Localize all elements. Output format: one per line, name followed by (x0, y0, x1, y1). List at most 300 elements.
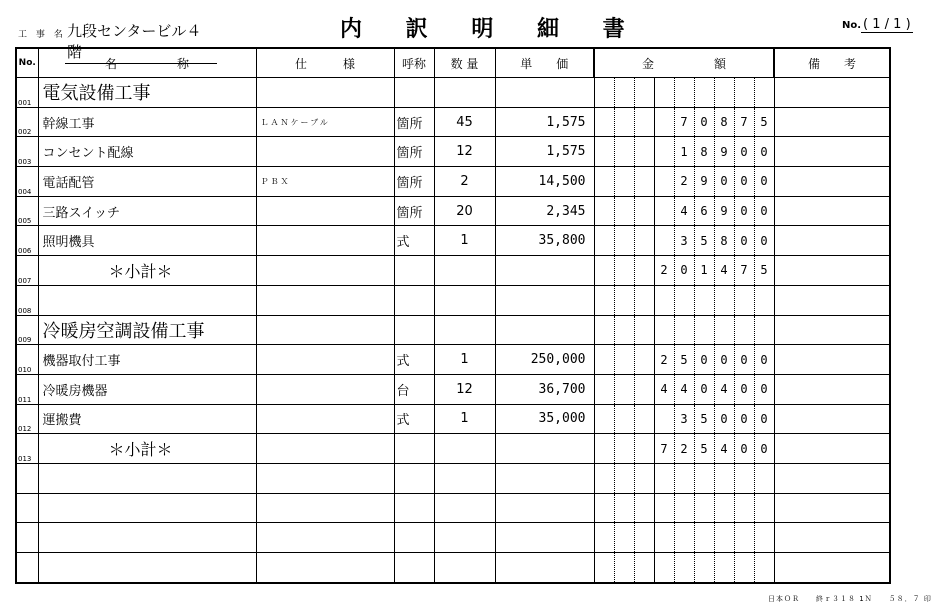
amount-digit (654, 226, 674, 256)
amount-digit: 5 (694, 226, 714, 256)
row-number: 012 (16, 404, 38, 434)
form-footer: 日本ＯＲ 終ｒ３１８ 1Ｎ ５８．７ 印 (768, 595, 932, 603)
item-quantity (434, 553, 495, 583)
amount-digit: 8 (694, 137, 714, 167)
amount-digit (634, 285, 654, 315)
amount-digit (594, 167, 614, 197)
amount-digit: 7 (734, 107, 754, 137)
amount-digit (594, 256, 614, 286)
item-spec (256, 256, 394, 286)
amount-digit: 0 (734, 345, 754, 375)
amount-digit: 0 (754, 167, 774, 197)
amount-digit (634, 78, 654, 108)
amount-digit (634, 345, 654, 375)
table-row (16, 345, 890, 375)
amount-digit (714, 493, 734, 523)
table-row (16, 78, 890, 108)
item-unit-price: 36,700 (495, 374, 594, 404)
table-row (16, 404, 890, 434)
amount-digit (734, 493, 754, 523)
item-note (774, 285, 890, 315)
row-number (16, 553, 38, 583)
table-row (16, 137, 890, 167)
item-unit: 式 (394, 404, 434, 434)
item-unit-price (495, 434, 594, 464)
item-unit: 箇所 (394, 167, 434, 197)
item-spec (256, 434, 394, 464)
amount-digit (754, 285, 774, 315)
item-note (774, 523, 890, 553)
item-spec (256, 553, 394, 583)
col-header-amount: 金 額 (594, 48, 774, 78)
amount-digit (754, 315, 774, 345)
amount-digit (614, 434, 634, 464)
amount-digit (634, 137, 654, 167)
amount-digit (634, 107, 654, 137)
amount-digit: 0 (754, 196, 774, 226)
row-number: 010 (16, 345, 38, 375)
amount-digit: 0 (694, 374, 714, 404)
amount-digit (634, 523, 654, 553)
table-row (16, 553, 890, 583)
item-unit-price (495, 463, 594, 493)
amount-digit (674, 78, 694, 108)
amount-digit (634, 404, 654, 434)
amount-digit: 0 (694, 345, 714, 375)
amount-digit: 1 (694, 256, 714, 286)
amount-digit (614, 345, 634, 375)
col-header-name: 名 称 (38, 48, 256, 78)
amount-digit: 0 (754, 226, 774, 256)
table-row (16, 374, 890, 404)
item-name: 冷暖房機器 (38, 374, 256, 404)
row-number: 002 (16, 107, 38, 137)
col-header-qty: 数 量 (434, 48, 495, 78)
amount-digit (654, 523, 674, 553)
amount-digit (674, 315, 694, 345)
item-unit (394, 315, 434, 345)
amount-digit (714, 285, 734, 315)
row-number: 011 (16, 374, 38, 404)
amount-digit (614, 463, 634, 493)
amount-digit: 7 (734, 256, 754, 286)
amount-digit: 4 (674, 196, 694, 226)
amount-digit (654, 167, 674, 197)
item-spec (256, 404, 394, 434)
item-spec (256, 226, 394, 256)
amount-digit (694, 523, 714, 553)
row-number: 005 (16, 196, 38, 226)
amount-digit (614, 553, 634, 583)
item-note (774, 404, 890, 434)
item-unit: 箇所 (394, 196, 434, 226)
item-quantity (434, 463, 495, 493)
itemized-statement-table (15, 47, 891, 584)
amount-digit (614, 107, 634, 137)
amount-digit (654, 493, 674, 523)
amount-digit: 0 (734, 167, 754, 197)
amount-digit (594, 434, 614, 464)
item-quantity (434, 315, 495, 345)
amount-digit (614, 285, 634, 315)
col-header-note: 備 考 (774, 48, 890, 78)
amount-digit (594, 404, 614, 434)
table-row (16, 523, 890, 553)
table-row (16, 107, 890, 137)
item-spec (256, 285, 394, 315)
amount-digit (594, 493, 614, 523)
amount-digit (754, 553, 774, 583)
amount-digit (734, 463, 754, 493)
item-note (774, 107, 890, 137)
amount-digit (594, 78, 614, 108)
amount-digit: 5 (754, 107, 774, 137)
item-name (38, 523, 256, 553)
amount-digit: 4 (654, 374, 674, 404)
item-spec: ＰＢＸ (256, 167, 394, 197)
amount-digit (634, 196, 654, 226)
amount-digit (694, 315, 714, 345)
amount-digit (654, 285, 674, 315)
amount-digit: 0 (734, 137, 754, 167)
amount-digit (734, 523, 754, 553)
item-name (38, 285, 256, 315)
row-number: 004 (16, 167, 38, 197)
item-unit-price: 1,575 (495, 137, 594, 167)
item-name: 三路スイッチ (38, 196, 256, 226)
project-name: 九段センタービル４階 (65, 20, 217, 64)
amount-digit (734, 315, 754, 345)
amount-digit (754, 463, 774, 493)
page-number (842, 17, 913, 32)
item-note (774, 374, 890, 404)
amount-digit: 0 (754, 434, 774, 464)
item-name: 機器取付工事 (38, 345, 256, 375)
amount-digit: 0 (714, 345, 734, 375)
amount-digit (634, 553, 654, 583)
amount-digit (654, 137, 674, 167)
item-unit (394, 285, 434, 315)
amount-digit (754, 493, 774, 523)
item-unit (394, 256, 434, 286)
amount-digit (674, 493, 694, 523)
amount-digit (594, 553, 614, 583)
row-number: 013 (16, 434, 38, 464)
item-name: ＊小計＊ (38, 256, 256, 286)
amount-digit (694, 493, 714, 523)
item-spec: ＬＡＮケーブル (256, 107, 394, 137)
amount-digit: 0 (674, 256, 694, 286)
amount-digit (654, 404, 674, 434)
amount-digit: 5 (694, 404, 714, 434)
amount-digit (654, 315, 674, 345)
item-quantity: 45 (434, 107, 495, 137)
amount-digit: 4 (714, 256, 734, 286)
item-note (774, 137, 890, 167)
item-spec (256, 315, 394, 345)
amount-digit (674, 463, 694, 493)
amount-digit: 0 (734, 434, 754, 464)
table-row (16, 463, 890, 493)
item-name: 照明機具 (38, 226, 256, 256)
item-unit (394, 78, 434, 108)
item-unit-price (495, 315, 594, 345)
amount-digit (714, 315, 734, 345)
amount-digit: 2 (654, 256, 674, 286)
item-note (774, 196, 890, 226)
amount-digit (594, 226, 614, 256)
item-unit (394, 463, 434, 493)
amount-digit: 5 (694, 434, 714, 464)
item-name (38, 463, 256, 493)
table-row (16, 315, 890, 345)
item-name: 冷暖房空調設備工事 (38, 315, 256, 345)
item-unit-price: 35,800 (495, 226, 594, 256)
item-quantity: 2 (434, 167, 495, 197)
amount-digit (614, 493, 634, 523)
col-header-no: No. (16, 48, 38, 78)
table-header-row (16, 48, 890, 78)
amount-digit: 0 (714, 167, 734, 197)
amount-digit (634, 374, 654, 404)
item-unit-price: 35,000 (495, 404, 594, 434)
amount-digit: 2 (674, 434, 694, 464)
row-number (16, 463, 38, 493)
amount-digit: 4 (674, 374, 694, 404)
document-header (0, 0, 933, 61)
amount-digit (674, 523, 694, 553)
amount-digit: 2 (674, 167, 694, 197)
amount-digit (734, 285, 754, 315)
amount-digit (754, 78, 774, 108)
item-name (38, 553, 256, 583)
item-unit (394, 553, 434, 583)
page-number-label: No. (842, 20, 862, 31)
row-number: 007 (16, 256, 38, 286)
amount-digit (634, 167, 654, 197)
amount-digit (654, 78, 674, 108)
item-unit (394, 434, 434, 464)
amount-digit: 9 (714, 137, 734, 167)
amount-digit (614, 315, 634, 345)
item-quantity: 12 (434, 137, 495, 167)
table-row (16, 493, 890, 523)
amount-digit: 0 (754, 404, 774, 434)
amount-digit (694, 285, 714, 315)
amount-digit (714, 463, 734, 493)
item-note (774, 434, 890, 464)
item-quantity (434, 493, 495, 523)
amount-digit (654, 107, 674, 137)
amount-digit: 0 (714, 404, 734, 434)
amount-digit: 3 (674, 404, 694, 434)
item-unit (394, 523, 434, 553)
amount-digit (594, 107, 614, 137)
item-note (774, 493, 890, 523)
item-spec (256, 523, 394, 553)
item-unit: 台 (394, 374, 434, 404)
amount-digit: 6 (694, 196, 714, 226)
row-number (16, 493, 38, 523)
item-spec (256, 137, 394, 167)
item-note (774, 256, 890, 286)
amount-digit (694, 463, 714, 493)
amount-digit (594, 315, 614, 345)
amount-digit (614, 137, 634, 167)
item-unit-price: 250,000 (495, 345, 594, 375)
amount-digit (634, 434, 654, 464)
amount-digit: 0 (754, 374, 774, 404)
item-unit: 箇所 (394, 137, 434, 167)
item-note (774, 315, 890, 345)
item-unit-price (495, 78, 594, 108)
amount-digit (634, 315, 654, 345)
item-quantity: 1 (434, 345, 495, 375)
item-quantity (434, 285, 495, 315)
amount-digit (614, 523, 634, 553)
amount-digit (594, 374, 614, 404)
amount-digit (594, 345, 614, 375)
item-spec (256, 493, 394, 523)
item-spec (256, 374, 394, 404)
amount-digit (714, 553, 734, 583)
amount-digit (614, 196, 634, 226)
amount-digit (734, 78, 754, 108)
amount-digit: 3 (674, 226, 694, 256)
table-row (16, 167, 890, 197)
item-unit-price (495, 493, 594, 523)
amount-digit (634, 463, 654, 493)
item-quantity: 12 (434, 374, 495, 404)
amount-digit (654, 196, 674, 226)
row-number: 003 (16, 137, 38, 167)
amount-digit (674, 553, 694, 583)
item-unit: 箇所 (394, 107, 434, 137)
table-row (16, 196, 890, 226)
amount-digit: 7 (674, 107, 694, 137)
item-unit-price: 14,500 (495, 167, 594, 197)
amount-digit: 7 (654, 434, 674, 464)
row-number: 006 (16, 226, 38, 256)
item-name: コンセント配線 (38, 137, 256, 167)
amount-digit (614, 167, 634, 197)
page-number-value: ( 1 / 1 ) (863, 17, 911, 32)
amount-digit: 9 (694, 167, 714, 197)
item-name: 電気設備工事 (38, 78, 256, 108)
item-quantity (434, 523, 495, 553)
amount-digit (714, 78, 734, 108)
amount-digit (594, 523, 614, 553)
amount-digit: 1 (674, 137, 694, 167)
amount-digit: 0 (734, 226, 754, 256)
item-unit (394, 493, 434, 523)
amount-digit: 0 (694, 107, 714, 137)
amount-digit: 0 (734, 374, 754, 404)
item-unit-price (495, 523, 594, 553)
amount-digit: 8 (714, 107, 734, 137)
amount-digit (754, 523, 774, 553)
row-number: 008 (16, 285, 38, 315)
item-unit-price (495, 256, 594, 286)
amount-digit (594, 196, 614, 226)
amount-digit: 0 (754, 137, 774, 167)
item-unit: 式 (394, 226, 434, 256)
amount-digit: 4 (714, 374, 734, 404)
item-name: 幹線工事 (38, 107, 256, 137)
amount-digit: 9 (714, 196, 734, 226)
col-header-unit: 呼称 (394, 48, 434, 78)
amount-digit: 0 (754, 345, 774, 375)
table-row (16, 434, 890, 464)
table-row (16, 285, 890, 315)
amount-digit (614, 256, 634, 286)
document-title: 内 訳 明 細 書 (340, 17, 643, 42)
item-quantity: 1 (434, 404, 495, 434)
item-spec (256, 78, 394, 108)
amount-digit (734, 553, 754, 583)
table-body (16, 78, 890, 583)
amount-digit (634, 226, 654, 256)
item-spec (256, 345, 394, 375)
amount-digit (714, 523, 734, 553)
item-quantity: 20 (434, 196, 495, 226)
item-unit-price (495, 553, 594, 583)
item-unit: 式 (394, 345, 434, 375)
item-note (774, 345, 890, 375)
amount-digit: 0 (734, 196, 754, 226)
amount-digit (614, 226, 634, 256)
amount-digit (594, 463, 614, 493)
item-unit-price: 1,575 (495, 107, 594, 137)
amount-digit (694, 78, 714, 108)
item-spec (256, 463, 394, 493)
item-quantity (434, 78, 495, 108)
item-name: 運搬費 (38, 404, 256, 434)
amount-digit: 8 (714, 226, 734, 256)
table-row (16, 226, 890, 256)
amount-digit: 4 (714, 434, 734, 464)
row-number: 001 (16, 78, 38, 108)
item-note (774, 167, 890, 197)
item-spec (256, 196, 394, 226)
item-note (774, 553, 890, 583)
item-note (774, 78, 890, 108)
item-unit-price: 2,345 (495, 196, 594, 226)
row-number (16, 523, 38, 553)
amount-digit (634, 256, 654, 286)
row-number: 009 (16, 315, 38, 345)
amount-digit: 0 (734, 404, 754, 434)
amount-digit (614, 78, 634, 108)
col-header-price: 単 価 (495, 48, 594, 78)
amount-digit: 5 (674, 345, 694, 375)
item-name (38, 493, 256, 523)
amount-digit (674, 285, 694, 315)
item-note (774, 463, 890, 493)
item-unit-price (495, 285, 594, 315)
amount-digit (654, 463, 674, 493)
amount-digit (614, 374, 634, 404)
project-label: 工 事 名 (18, 30, 66, 40)
amount-digit (694, 553, 714, 583)
amount-digit (614, 404, 634, 434)
item-quantity (434, 434, 495, 464)
item-quantity (434, 256, 495, 286)
amount-digit (594, 285, 614, 315)
table-row (16, 256, 890, 286)
amount-digit: 2 (654, 345, 674, 375)
col-header-spec: 仕 様 (256, 48, 394, 78)
